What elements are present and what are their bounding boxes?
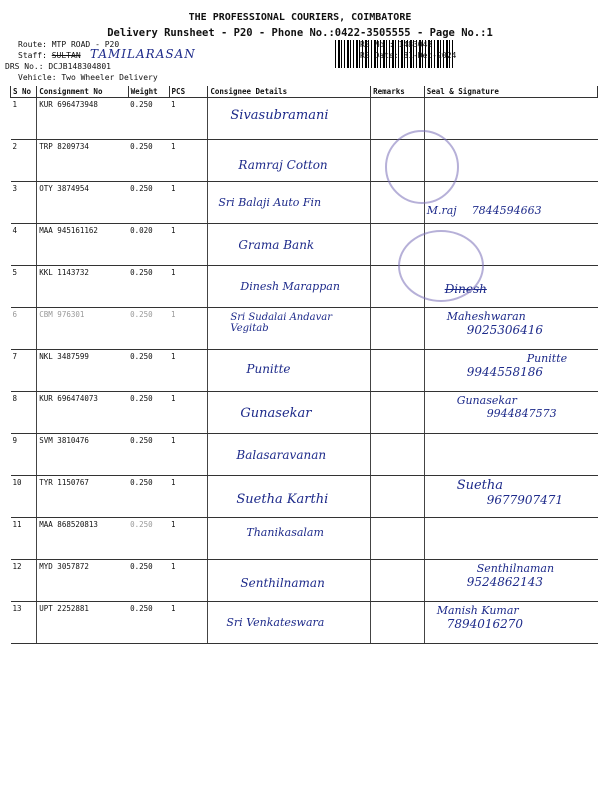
consignee-handwriting: Sri Sudalai Andavar Vegitab <box>230 312 333 334</box>
consignee-handwriting: Sri Balaji Auto Fin <box>218 196 322 209</box>
cell-seal <box>424 518 597 560</box>
consignee-handwriting: Suetha Karthi <box>236 492 329 507</box>
table-row <box>11 140 598 182</box>
route-field: Route: MTP ROAD - P20 <box>18 40 120 49</box>
cell-remarks <box>371 476 425 518</box>
cell-consignee <box>208 350 371 392</box>
cell-pcs: 1 <box>169 476 208 518</box>
cell-seal <box>424 350 597 392</box>
cell-consignment: UPT 2252881 <box>37 602 128 644</box>
cell-pcs: 1 <box>169 308 208 350</box>
rs-date: RS Date: 31-Dec-2024 <box>360 51 457 60</box>
cell-consignment: SVM 3810476 <box>37 434 128 476</box>
cell-weight: 0.250 <box>128 308 169 350</box>
cell-consignee <box>208 224 371 266</box>
cell-remarks <box>371 518 425 560</box>
runsheet-table <box>10 86 598 644</box>
cell-sno: 1 <box>11 98 37 140</box>
cell-sno: 5 <box>11 266 37 308</box>
col-sno: S No <box>11 86 37 98</box>
cell-consignment: TYR 1150767 <box>37 476 128 518</box>
cell-consignment: KUR 696473948 <box>37 98 128 140</box>
phone-handwriting: 7894016270 <box>446 617 524 631</box>
signature: Suetha <box>456 478 504 493</box>
consignee-handwriting: Grama Bank <box>238 238 315 252</box>
table-row <box>11 182 598 224</box>
cell-weight: 0.250 <box>128 518 169 560</box>
consignee-handwriting: Dinesh Marappan <box>240 280 340 293</box>
cell-weight: 0.250 <box>128 98 169 140</box>
phone-handwriting: 7844594663 <box>471 204 542 217</box>
cell-pcs: 1 <box>169 518 208 560</box>
cell-weight: 0.250 <box>128 350 169 392</box>
staff-field <box>18 51 81 60</box>
cell-consignment: NKL 3487599 <box>37 350 128 392</box>
phone-handwriting: 9025306416 <box>466 323 544 337</box>
table-row <box>11 518 598 560</box>
cell-weight: 0.250 <box>128 392 169 434</box>
cell-consignment: MAA 868520813 <box>37 518 128 560</box>
cell-sno: 2 <box>11 140 37 182</box>
cell-consignee <box>208 392 371 434</box>
cell-weight: 0.250 <box>128 140 169 182</box>
cell-consignee <box>208 266 371 308</box>
consignee-handwriting: Ramraj Cotton <box>238 158 328 172</box>
table-row <box>11 434 598 476</box>
cell-consignee <box>208 140 371 182</box>
cell-seal <box>424 560 597 602</box>
table-row <box>11 560 598 602</box>
signature: Dinesh <box>444 282 487 296</box>
table-row <box>11 98 598 140</box>
staff-struck-name: SULTAN <box>51 51 81 60</box>
cell-sno: 8 <box>11 392 37 434</box>
vehicle-field: Vehicle: Two Wheeler Delivery <box>18 73 158 82</box>
table-row <box>11 308 598 350</box>
cell-sno: 3 <box>11 182 37 224</box>
col-consignment: Consignment No <box>37 86 128 98</box>
cell-consignment: KKL 1143732 <box>37 266 128 308</box>
document-title: THE PROFESSIONAL COURIERS, COIMBATORE <box>188 12 412 23</box>
cell-remarks <box>371 392 425 434</box>
cell-sno: 4 <box>11 224 37 266</box>
cell-weight: 0.250 <box>128 476 169 518</box>
signature: M.raj <box>426 204 457 217</box>
signature: Gunasekar <box>456 394 517 407</box>
cell-sno: 6 <box>11 308 37 350</box>
cell-pcs: 1 <box>169 434 208 476</box>
consignee-handwriting: Thanikasalam <box>246 526 324 539</box>
courier-stamp-seal <box>385 130 459 204</box>
table-row <box>11 392 598 434</box>
cell-consignee <box>208 434 371 476</box>
consignee-handwriting: Balasaravanan <box>236 448 327 462</box>
staff-label: Staff: <box>18 51 47 60</box>
document-subtitle: Delivery Runsheet - P20 - Phone No.:0422-3505555 - Page No.:1 <box>107 27 493 39</box>
cell-sno: 12 <box>11 560 37 602</box>
cell-sno: 13 <box>11 602 37 644</box>
cell-seal <box>424 98 597 140</box>
cell-consignee <box>208 560 371 602</box>
table-row <box>11 350 598 392</box>
cell-weight: 0.250 <box>128 602 169 644</box>
cell-weight: 0.250 <box>128 560 169 602</box>
cell-remarks <box>371 434 425 476</box>
courier-stamp-seal <box>398 230 484 302</box>
cell-remarks <box>371 308 425 350</box>
col-remarks: Remarks <box>371 86 425 98</box>
cell-consignee <box>208 602 371 644</box>
signature: Senthilnaman <box>476 562 555 575</box>
signature: Maheshwaran <box>446 310 526 323</box>
cell-consignment: MYD 3057872 <box>37 560 128 602</box>
table-header-row <box>11 86 598 98</box>
cell-seal <box>424 434 597 476</box>
rs-number: RS No.: 1483048 <box>360 40 433 49</box>
cell-pcs: 1 <box>169 602 208 644</box>
phone-handwriting: 9524862143 <box>466 575 544 589</box>
cell-consignee <box>208 182 371 224</box>
cell-sno: 11 <box>11 518 37 560</box>
cell-remarks <box>371 350 425 392</box>
cell-sno: 7 <box>11 350 37 392</box>
cell-pcs: 1 <box>169 224 208 266</box>
signature: Punitte <box>526 352 568 365</box>
cell-consignee <box>208 308 371 350</box>
consignee-handwriting: Punitte <box>246 362 291 376</box>
consignee-handwriting: Gunasekar <box>240 406 312 421</box>
table-row <box>11 224 598 266</box>
signature: Manish Kumar <box>436 604 519 617</box>
phone-handwriting: 9944558186 <box>466 365 544 379</box>
cell-consignment: MAA 945161162 <box>37 224 128 266</box>
consignee-handwriting: Sri Venkateswara <box>226 616 325 629</box>
cell-consignee <box>208 476 371 518</box>
cell-consignment: CBM 976301 <box>37 308 128 350</box>
consignee-handwriting: Sivasubramani <box>230 108 329 123</box>
table-row <box>11 602 598 644</box>
table-row <box>11 476 598 518</box>
cell-pcs: 1 <box>169 98 208 140</box>
cell-pcs: 1 <box>169 350 208 392</box>
phone-handwriting: 9944847573 <box>486 407 557 420</box>
cell-remarks <box>371 560 425 602</box>
cell-consignment: TRP 8209734 <box>37 140 128 182</box>
consignee-handwriting: Senthilnaman <box>240 576 325 590</box>
staff-handwritten-name: TAMILARASAN <box>90 47 196 61</box>
cell-remarks <box>371 602 425 644</box>
cell-weight: 0.250 <box>128 182 169 224</box>
cell-consignment: KUR 696474073 <box>37 392 128 434</box>
cell-seal <box>424 602 597 644</box>
cell-consignment: OTY 3874954 <box>37 182 128 224</box>
cell-seal <box>424 308 597 350</box>
cell-pcs: 1 <box>169 182 208 224</box>
cell-weight: 0.250 <box>128 266 169 308</box>
cell-seal <box>424 392 597 434</box>
cell-weight: 0.020 <box>128 224 169 266</box>
cell-weight: 0.250 <box>128 434 169 476</box>
cell-consignee <box>208 98 371 140</box>
col-consignee: Consignee Details <box>208 86 371 98</box>
cell-seal <box>424 476 597 518</box>
cell-pcs: 1 <box>169 266 208 308</box>
col-weight: Weight <box>128 86 169 98</box>
phone-handwriting: 9677907471 <box>486 493 564 507</box>
cell-sno: 9 <box>11 434 37 476</box>
table-row <box>11 266 598 308</box>
col-pcs: PCS <box>169 86 208 98</box>
cell-pcs: 1 <box>169 140 208 182</box>
cell-pcs: 1 <box>169 392 208 434</box>
drs-number: DRS No.: DCJB148304801 <box>5 62 111 71</box>
cell-consignee <box>208 518 371 560</box>
col-seal: Seal & Signature <box>424 86 597 98</box>
cell-pcs: 1 <box>169 560 208 602</box>
cell-sno: 10 <box>11 476 37 518</box>
